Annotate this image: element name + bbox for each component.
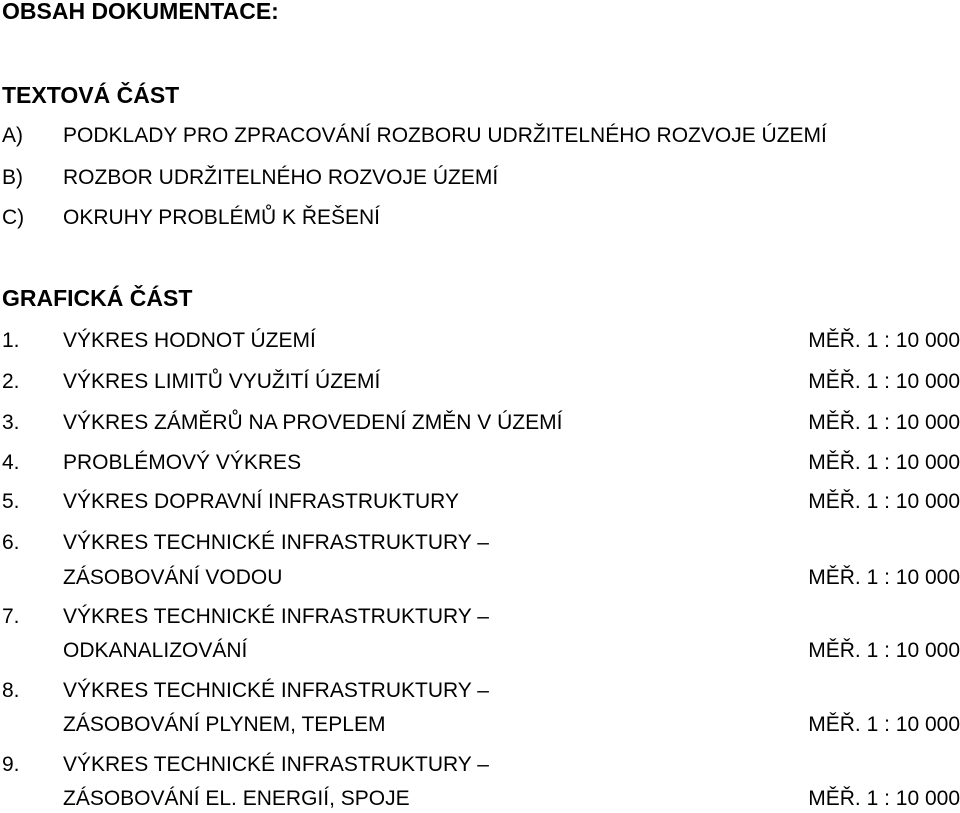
drawing-scale: MĚŘ. 1 : 10 000 xyxy=(808,713,960,736)
drawing-number: 9. xyxy=(2,753,20,776)
drawing-title-continuation: ZÁSOBOVÁNÍ PLYNEM, TEPLEM xyxy=(63,713,386,736)
drawing-title: VÝKRES TECHNICKÉ INFRASTRUKTURY – xyxy=(63,531,489,554)
drawing-number: 7. xyxy=(2,605,20,628)
drawing-scale: MĚŘ. 1 : 10 000 xyxy=(808,329,960,352)
graphic-section-title: GRAFICKÁ ČÁST xyxy=(2,285,193,311)
text-item-text: PODKLADY PRO ZPRACOVÁNÍ ROZBORU UDRŽITELNÉHO ROZVOJE ÚZEMÍ xyxy=(63,124,827,147)
drawing-scale: MĚŘ. 1 : 10 000 xyxy=(808,787,960,810)
drawing-scale: MĚŘ. 1 : 10 000 xyxy=(808,639,960,662)
text-item-label: B) xyxy=(2,166,23,189)
drawing-number: 2. xyxy=(2,370,20,393)
drawing-title: VÝKRES TECHNICKÉ INFRASTRUKTURY – xyxy=(63,605,489,628)
text-section-title: TEXTOVÁ ČÁST xyxy=(2,82,180,108)
drawing-number: 8. xyxy=(2,679,20,702)
text-item-text: ROZBOR UDRŽITELNÉHO ROZVOJE ÚZEMÍ xyxy=(63,166,499,189)
drawing-title-continuation: ZÁSOBOVÁNÍ VODOU xyxy=(63,566,283,589)
drawing-title: VÝKRES LIMITŮ VYUŽITÍ ÚZEMÍ xyxy=(63,370,381,393)
drawing-scale: MĚŘ. 1 : 10 000 xyxy=(808,490,960,513)
drawing-number: 4. xyxy=(2,451,20,474)
drawing-title: VÝKRES HODNOT ÚZEMÍ xyxy=(63,329,316,352)
drawing-number: 6. xyxy=(2,531,20,554)
drawing-title: VÝKRES TECHNICKÉ INFRASTRUKTURY – xyxy=(63,753,489,776)
drawing-title: VÝKRES DOPRAVNÍ INFRASTRUKTURY xyxy=(63,490,459,513)
drawing-number: 3. xyxy=(2,411,20,434)
drawing-title-continuation: ODKANALIZOVÁNÍ xyxy=(63,639,248,662)
drawing-title: PROBLÉMOVÝ VÝKRES xyxy=(63,451,302,474)
drawing-number: 1. xyxy=(2,329,20,352)
drawing-scale: MĚŘ. 1 : 10 000 xyxy=(808,370,960,393)
drawing-scale: MĚŘ. 1 : 10 000 xyxy=(808,411,960,434)
drawing-title: VÝKRES ZÁMĚRŮ NA PROVEDENÍ ZMĚN V ÚZEMÍ xyxy=(63,411,563,434)
text-item-label: A) xyxy=(2,124,23,147)
document-title: OBSAH DOKUMENTACE: xyxy=(2,0,279,24)
drawing-number: 5. xyxy=(2,490,20,513)
text-item-label: C) xyxy=(2,206,25,229)
text-item-text: OKRUHY PROBLÉMŮ K ŘEŠENÍ xyxy=(63,206,381,229)
drawing-scale: MĚŘ. 1 : 10 000 xyxy=(808,451,960,474)
drawing-scale: MĚŘ. 1 : 10 000 xyxy=(808,566,960,589)
drawing-title: VÝKRES TECHNICKÉ INFRASTRUKTURY – xyxy=(63,679,489,702)
drawing-title-continuation: ZÁSOBOVÁNÍ EL. ENERGIÍ, SPOJE xyxy=(63,787,410,810)
